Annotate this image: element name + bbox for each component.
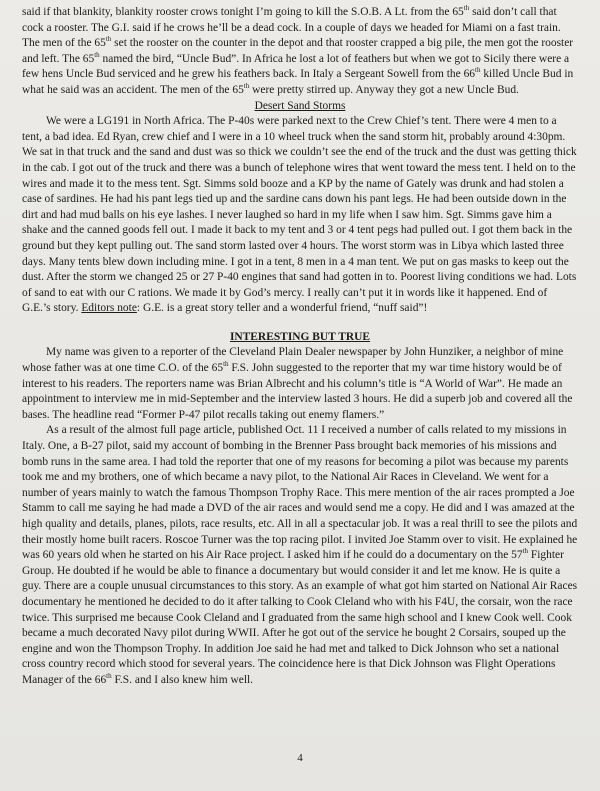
editors-note-label: Editors note (81, 302, 137, 315)
page-number: 4 (297, 752, 303, 764)
article-paragraph-1: My name was given to a reporter of the Cleveland Plain Dealer newspaper by John Hunziker, a neighbor of mine whose father was at one time C.O. of the 65th F.S. John suggested to the reporter that my war time history would be of interest to his readers. The reporters name was Brian Albrecht and his column’s title is “A World of War”. He made an appointment to interview me in mid-September and the interview lasted 3 hours. He did a superb job and covered all the bases. The headline read “Former P-47 pilot recalls taking out enemy flamers.” (22, 346, 573, 421)
section-heading-sand-storms: Desert Sand Storms (254, 99, 346, 112)
story-paragraph-rooster: said if that blankity, blankity rooster crows tonight I’m going to kill the S.O.B. A Lt. from the 65th said don’t call that cock a rooster. The G.I. said if he crows he’ll be a dead cock. In a couple of days we headed for Miami on a fast train. The men of the 65th set the rooster on the counter in the depot and that rooster crapped a big pile, the men got the rooster and left. The 65th named the bird, “Uncle Bud”. In Africa he lost a lot of feathers but when we got to Sicily there were a few hens Uncle Bud serviced and he grew his feathers back. In Italy a Sergeant Sowell from the 66th killed Uncle Bud in what he said was an accident. The men of the 65th were pretty stirred up. Anyway they got a new Uncle Bud. (22, 4, 574, 96)
article-heading: INTERESTING BUT TRUE (229, 330, 371, 343)
story-paragraph-sand-storms: We were a LG191 in North Africa. The P-40s were parked next to the Crew Chief’s tent. There were 4 men to a tent, a bad idea. Ed Ryan, crew chief and I were in a 10 wheel truck when the sand storm hit, probably around 4:30pm. We sat in that truck and the sand and dust was so thick we couldn’t see the end of the truck and the dust was getting thick in the cab. I got out of the truck and there was a bunch of telephone wires that went toward the mess tent. I held on to the wires and made it to the mess tent. Sgt. Simms sold booze and a KP by the name of Gately was drunk and had stolen a case of sardines. He had his pant legs tied up and the sardine cans down his pant legs. He had been outside down in the dirt and had mud balls on his eye lashes. I never laughed so hard in my life when I saw him. Sgt. Simms gave him a shake and the canned goods fell out. I made it back to my tent and 3 or 4 tent pegs had pulled out. I got them back in the ground but they kept pulling out. The sand storm lasted over 4 hours. The worst storm was in Libya which lasted three days. Many tents blew down including mine. I got in a tent, 8 men in a 4 man tent. We put on gas masks to keep out the dust. After the storm we changed 25 or 27 P-40 engines that sand had gotten in to. Poorest living conditions we had. Lots of sand to eat with our C rations. We made it by God’s mercy. I really can’t put it in words like it happened. End of G.E.’s story. Editors note: G.E. is a great story teller and a wonderful friend, “nuff said”! (22, 115, 577, 315)
article-paragraph-2: As a result of the almost full page article, published Oct. 11 I received a number of calls related to my missions in Italy. One, a B-27 pilot, said my account of bombing in the Brenner Pass brought back memories of his missions and bomb runs in the same area. I had told the reporter that one of my reasons for becoming a pilot was because my parents took me and my brothers, one of which became a navy pilot, to the National Air Races in Cleveland. We went for a number of years mainly to watch the famous Thompson Trophy Race. This mere mention of the air races prompted a Joe Stamm to call me saying he had made a DVD of the air races and would send me a copy. He did and I was amazed at the high quality and details, planes, pilots, race results, etc. All in all a spectacular job. It was a real thrill to see the pilots and their mostly home built racers. Roscoe Turner was the top racing pilot. I invited Joe Stamm over to visit. He explained he was 60 years old when he started on his Air Race project. I asked him if he could do a documentary on the 57th Fighter Group. He doubted if he would be able to finance a documentary but would consider it and let me know. He is quite a guy. There are a couple unusual circumstances to this story. As an example of what got him started on National Air Races documentary he mentioned he decided to do it after talking to Cook Cleland who with his F4U, the corsair, won the race twice. This surprised me because Cook Cleland and I graduated from the same high school and I knew Cook well. Cook became a much decorated Navy pilot during WWII. After he got out of the service he bought 2 Corsairs, souped up the engine and won the Thompson Trophy. In addition Joe said he had met and talked to Dick Johnson who set a national cross country record which stood for several years. The coincidence here is that Dick Johnson was Flight Operations Manager of the 66th F.S. and I also knew him well. (22, 424, 578, 686)
